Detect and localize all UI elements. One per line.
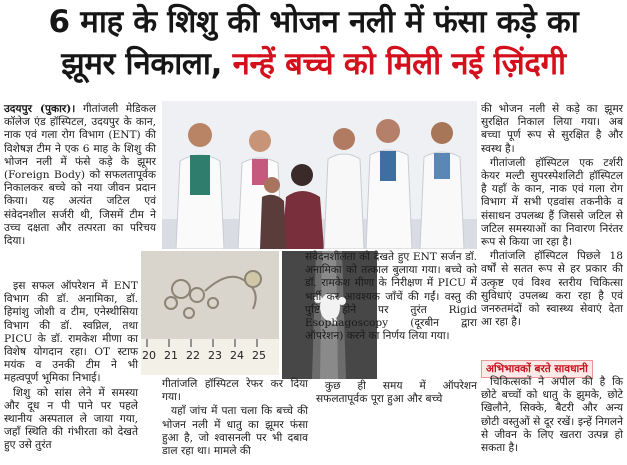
- column-2-left: [162, 378, 308, 459]
- paragraph-col2-b2: यहाँ जांच में पता चला कि बच्चे की भोजन नली में धातु का झूमर फंसा हुआ है, जो श्वासनली पर भी दबाव डाल रहा था। मामले की: [162, 405, 308, 458]
- paragraph-col2-c: कुछ ही समय में ऑपरेशन सफलतापूर्वक पूरा हुआ और बच्चे: [316, 380, 477, 406]
- dateline: उदयपुर (पुकार)।: [4, 103, 76, 115]
- ruler-label: 23: [208, 349, 222, 362]
- paragraph-1: [4, 103, 156, 248]
- ruler-label: 20: [142, 349, 156, 362]
- subheading-text: अभिभावकों बरते सावधानी: [481, 360, 593, 378]
- column-1: [4, 103, 156, 249]
- column-2-right: [316, 380, 477, 407]
- paragraph-col2-b: गीतांजलि हॉस्पिटल रेफर कर दिया गया।: [162, 378, 308, 404]
- ruler-label: 24: [230, 349, 244, 362]
- paragraph-col3-b: गीतांजली हॉस्पिटल एक टर्शरी केयर मल्टी सुपरस्पेशलिटी हॉस्पिटल है यहाँ के कान, नाक एवं गला रोग विभाग में सभी एडवांस तकनीके व संसाधन उपलब्ध हैं जिससे जटिल से जटिल समस्याओं का निवारण निरंतर रूप से किया जा रहा है।: [481, 156, 623, 249]
- paragraph-col3-c: गीतांजलि हॉस्पिटल पिछले 18 वर्षों से सतत रूप से हर प्रकार की उत्कृष्ट एवं विश्व स्तरीय चिकित्सा सुविधाएं उपलब्ध करा रहा है एवं जनरुतमंदों को स्वास्थ्य सेवाएं देता आ रहा है।: [481, 250, 623, 329]
- headline-line-2-red: नन्हें बच्चे को मिली नई ज़िंदगी: [222, 46, 566, 82]
- ruler-label: 25: [252, 349, 266, 362]
- foreign-body-photo: [141, 251, 279, 375]
- column-2-upper: [305, 251, 477, 344]
- ruler-label: 22: [186, 349, 200, 362]
- column-3-lower: [481, 376, 623, 456]
- headline-line-2-black: झूमर निकाला,: [61, 46, 223, 82]
- paragraph-col3-a: की भोजन नली से कड़े का झूमर सुरक्षित निकाल लिया गया। अब बच्चा पूर्ण रूप से सुरक्षित है और स्वस्थ है।: [481, 103, 623, 155]
- paragraph-col2-a: संवेदनशीलता को देखते हुए ENT सर्जन डॉ. अनामिका को तत्काल बुलाया गया। बच्चे को डॉ. रामकेश मीणा के निरीक्षण में PICU में भर्ती कर आवश्यक जाँचें की गईं। वस्तु की पुष्टि होने पर तुरंत Rigid Esophagoscopy (दूरबीन द्वारा ऑपरेशन) करने का निर्णय लिया गया।: [305, 251, 477, 343]
- subheading-parents-caution: [481, 357, 623, 378]
- paragraph-col3-d: चिकित्सकों ने अपील की है कि छोटे बच्चों को धातु के झुमके, छोटे खिलौने, सिक्के, बैटरी और अन्य छोटी वस्तुओं से दूर रखें। इन्हें निगलने से जीवन के लिए खतरा उत्पन्न हो सकता है।: [481, 376, 623, 455]
- paragraph-1-text: गीतांजली मेडिकल कॉलेज एंड हॉस्पिटल, उदयपुर के कान, नाक एवं गला रोग विभाग (ENT) की विशेषज्ञ टीम ने एक 6 माह के शिशु की भोजन नली में फंसे कड़े के झूमर (Foreign Body) को सफलतापूर्वक निकालकर बच्चे को नया जीवन प्रदान किया। यह अत्यंत जटिल एवं संवेदनशील सर्जरी थी, जिसमें टीम ने उच्च दक्षता और तत्परता का परिचय दिया।: [4, 103, 157, 248]
- column-1-lower: [4, 280, 138, 454]
- group-photo: [162, 101, 477, 249]
- paragraph-3: शिशु को सांस लेने में समस्या और दूध न पी पाने पर पहले स्थानीय अस्पताल ले जाया गया, जहाँ स्थिति की गंभीरता को देखते हुए उसे तुरंत: [4, 386, 138, 452]
- headline-line-1: 6 माह के शिशु की भोजन नली में फंसा कड़े का: [48, 4, 579, 40]
- ruler-label: 21: [164, 349, 178, 362]
- column-3: [481, 103, 623, 330]
- headline-line-2: [0, 44, 627, 84]
- paragraph-2: इस सफल ऑपरेशन में ENT विभाग की डॉ. अनामिका, डॉ. हिमांशु जोशी व टीम, एनेस्थीसिया विभाग की डॉ. स्वप्निल, तथा PICU के डॉ. रामकेश मीणा का विशेष योगदान रहा। OT स्टाफ मयंक व उनकी टीम ने भी महत्वपूर्ण भूमिका निभाई।: [4, 280, 138, 385]
